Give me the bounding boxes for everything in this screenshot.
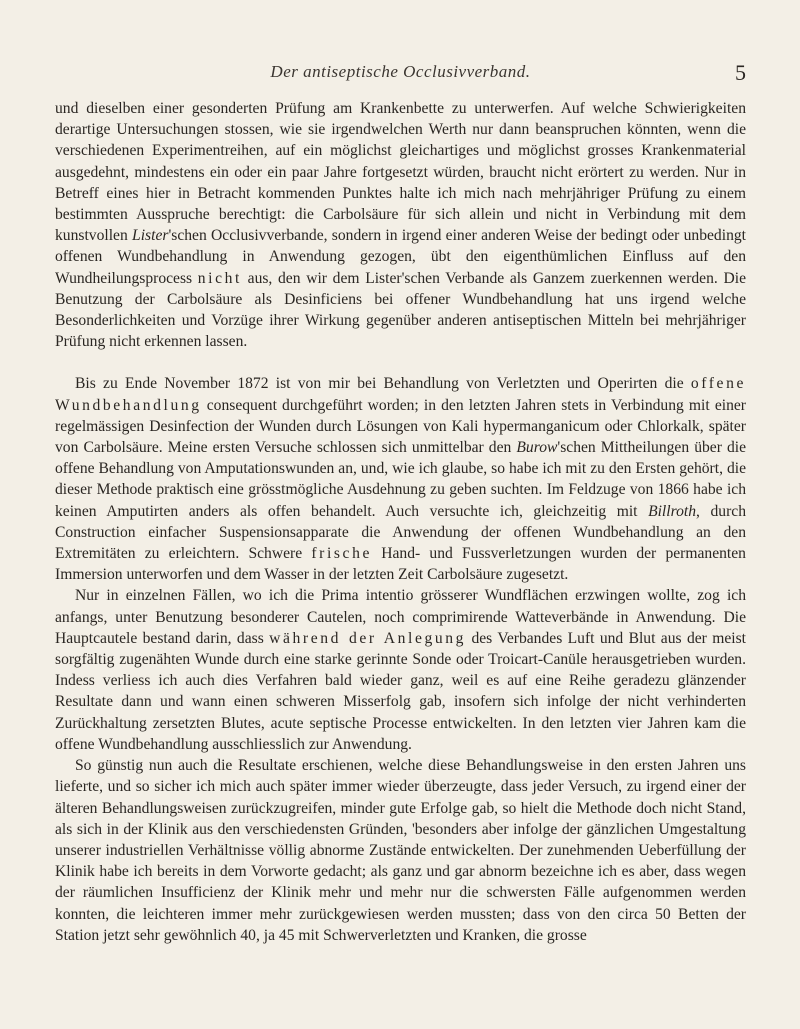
text-run: des Verbandes Luft und Blut aus der meist sorgfältig zugenähten Wunde durch eine starke gerinnte Sonde oder Troicart-Canüle herausgetrieben wurden. Indess verliess ich auch dies Verfahren bald wieder ganz, weil es auf eine Reihe geradezu glänzender Resultate dann und wann einen schweren Misserfolg gab, insofern sich infolge der nicht verhinderten Zurückhaltung zersetzten Blutes, acute septische Processe entwickelten. In den letzten vier Jahren kam die offene Wundbehandlung ausschliesslich zur Anwendung. [55, 629, 746, 753]
text-run: , durch Construction einfacher Suspensionsapparate die Anwendung der offenen Wundbehandlung an den Extremitäten zu erleichtern. Schwere [55, 502, 746, 563]
text-run: und dieselben einer gesonderten Prüfung am Krankenbette zu unterwerfen. Auf welche Schwierigkeiten derartige Untersuchungen stossen, wie sie irgendwelchen Werth nur dann beanspruchen könnten, wenn die verschiedenen Experimentreihen, auf ein möglichst gleichartiges und möglichst grosses Krankenmaterial ausgedehnt, mindestens ein oder ein paar Jahre fortgesetzt würden, braucht nicht erörtert zu werden. Nur in Betreff eines hier in Betracht kommenden Punktes halte ich mich nach mehrjähriger Prüfung zu einem bestimmten Ausspruche berechtigt: die Carbolsäure für sich allein und nicht in Verbindung mit dem kunstvollen [55, 100, 746, 245]
paragraph-2 [55, 373, 746, 585]
running-title: Der antiseptische Occlusivverband. [270, 62, 531, 81]
page-number: 5 [735, 60, 746, 85]
text-run: Nur in einzelnen Fällen, wo ich die Prima intentio grösserer Wundflächen erzwingen wollte, zog ich anfangs, unter Benutzung besonderer Cautelen, noch comprimirende Watteverbände in Anwendung. Die Hauptcautele bestand darin, dass [55, 587, 746, 647]
text-run: 'schen Mittheilungen über die offene Behandlung von Amputationswunden an, und, wie ich glaube, so habe ich mit zu den Ersten gehört, die dieser Methode praktisch eine grösstmögliche Ausdehnung zu geben suchten. Im Feldzuge von 1866 habe ich keinen Amputirten anders als offen behandelt. Auch versuchte ich, gleichzeitig mit [55, 439, 747, 520]
spaced-word-frische: frische [311, 545, 372, 563]
spaced-phrase-offene-wundbehandlung: offene Wundbehandlung [55, 375, 746, 414]
body-text [55, 98, 746, 946]
text-run: So günstig nun auch die Resultate erschienen, welche diese Behandlungsweise in den ersten Jahren uns lieferte, und so sicher ich mich auch später immer wieder überzeugte, dass jeder Versuch, zu irgend einer der älteren Behandlungsweisen zurückzugreifen, minder gute Erfolge gab, so hielt die Methode doch nicht Stand, als sich in der Klinik aus den verschiedensten Gründen, 'besonders aber infolge der gänzlichen Umgestaltung unserer industriellen Verhältnisse völlig abnorme Zustände entwickelten. Der zunehmenden Ueberfüllung der Klinik habe ich bereits in dem Vorworte gedacht; als ganz und gar abnorm bezeichne ich es aber, dass wegen der räumlichen Insufficienz der Klinik mehr und mehr nur die schwersten Fälle aufgenommen werden konnten, die leichteren immer mehr zurückgewiesen werden mussten; dass von den circa 50 Betten der Station jetzt sehr gewöhnlich 40, ja 45 mit Schwerverletzten und Kranken, die grosse [55, 757, 746, 944]
text-run: Hand- und Fussverletzungen wurden der permanenten Immersion unterworfen und dem Wasser in der letzten Zeit Carbolsäure zugesetzt. [55, 545, 746, 584]
paragraph-3 [55, 585, 746, 755]
paragraph-4 [55, 755, 746, 946]
text-run: consequent durchgeführt worden; in den letzten Jahren stets in Verbindung mit einer regelmässigen Desinfection der Wunden durch Lösungen von Kali hypermanganicum oder Chlorkalk, später von Carbolsäure. Meine ersten Versuche schlossen sich unmittelbar den [55, 396, 746, 457]
name-burow: Burow [516, 439, 558, 457]
name-billroth: Billroth [648, 502, 697, 520]
text-run: Bis zu Ende November 1872 ist von mir bei Behandlung von Verletzten und Operirten die [75, 375, 691, 393]
text-run: 'schen Occlusivverbande, sondern in irgend einer anderen Weise der bedingt oder unbedingt offenen Wundbehandlung in Anwendung gezogen, übt den eigenthümlichen Einfluss auf den Wundheilungsprocess [55, 227, 746, 287]
text-run: aus, den wir dem Lister'schen Verbande als Ganzem zuerkennen werden. Die Benutzung der Carbolsäure als Desinficiens bei offener Wundbehandlung hat uns irgend welche Besonderlichkeiten und Vorzüge ihrer Wirkung gegenüber anderen antiseptischen Mitteln bei mehrjähriger Prüfung nicht erkennen lassen. [55, 269, 746, 351]
spaced-phrase-waehrend-der-anlegung: während der Anlegung [269, 629, 467, 647]
page-header [55, 62, 746, 86]
spaced-word-nicht: nicht [197, 269, 242, 287]
paragraph-1 [55, 98, 746, 352]
name-lister: Lister [132, 227, 169, 245]
